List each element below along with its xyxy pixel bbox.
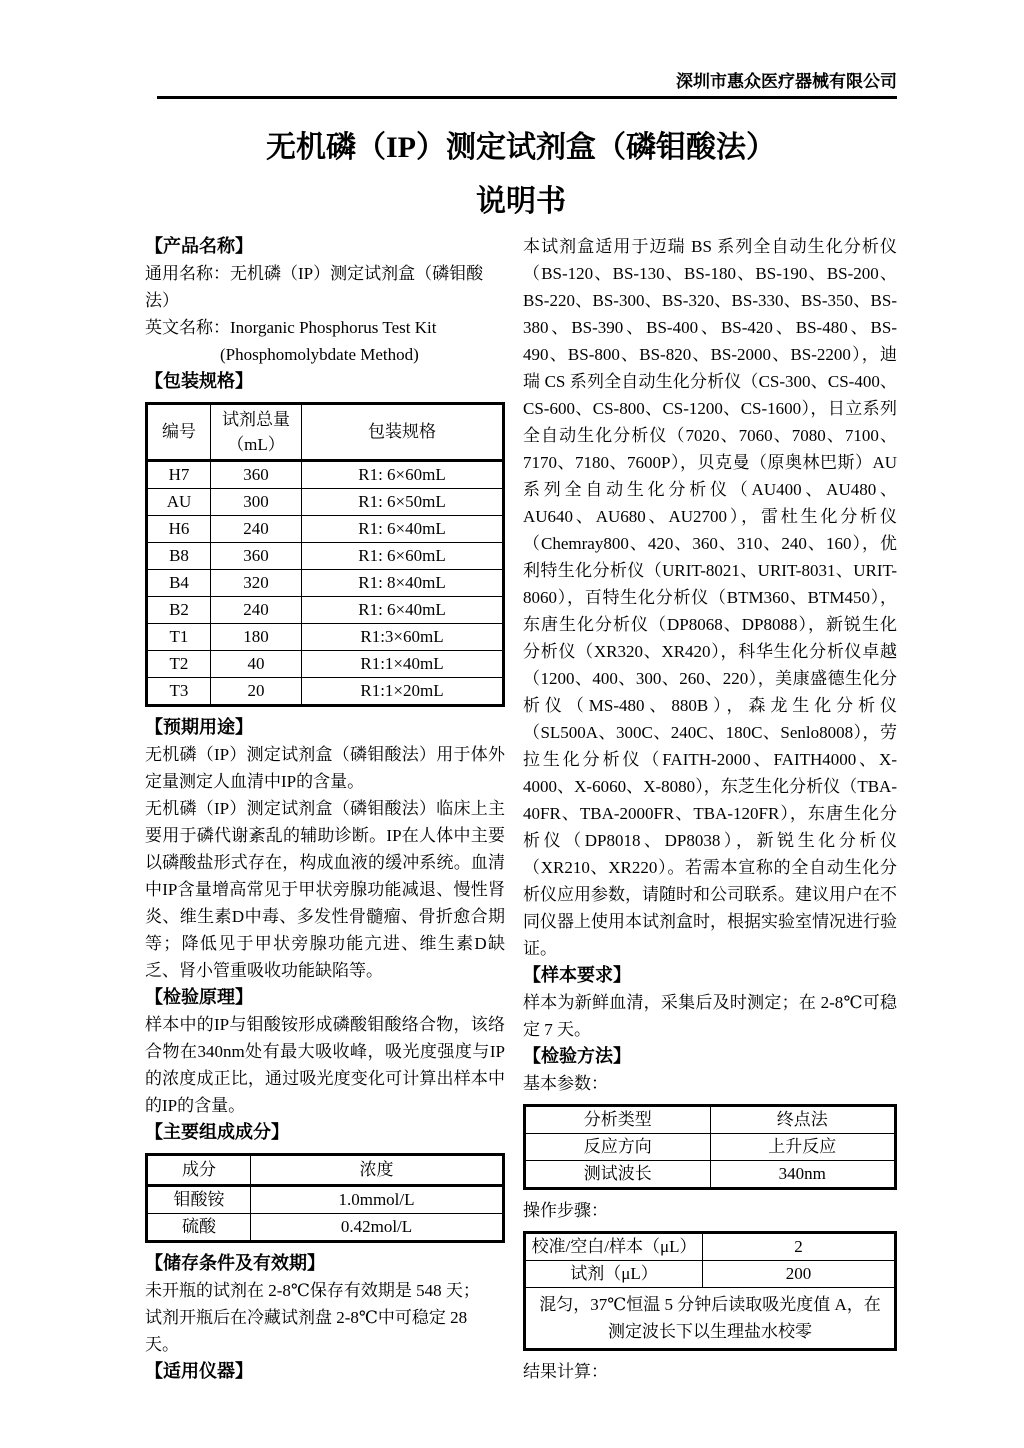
table-row	[147, 1214, 504, 1242]
table-row	[147, 597, 504, 624]
result-calculation-label: 结果计算：	[523, 1362, 608, 1381]
english-name-value: Inorganic Phosphorus Test Kit	[230, 318, 437, 337]
table-cell: 200	[703, 1261, 896, 1288]
table-cell: 校准/空白/样本（μL）	[525, 1233, 703, 1261]
operation-steps-note: 混匀，37℃恒温 5 分钟后读取吸光度值 A，在测定波长下以生理盐水校零	[525, 1288, 896, 1350]
table-row	[147, 678, 504, 706]
table-cell: H7	[147, 461, 211, 489]
table-header-row	[147, 404, 504, 461]
table-cell: 320	[211, 570, 302, 597]
document-subtitle: 说明书	[476, 185, 566, 218]
table-header-row	[147, 1155, 504, 1186]
table-cell: R1: 6×50mL	[302, 489, 504, 516]
table-cell: 0.42mol/L	[251, 1214, 504, 1242]
section-heading-method: 【检验方法】	[523, 1046, 631, 1066]
table-cell: 终点法	[710, 1106, 896, 1134]
section-heading-packaging: 【包装规格】	[145, 371, 253, 391]
generic-name-value: 无机磷（IP）测定试剂盒（磷钼酸法）	[145, 264, 484, 310]
table-cell: 40	[211, 651, 302, 678]
table-cell: 反应方向	[525, 1134, 711, 1161]
section-heading-sample: 【样本要求】	[523, 965, 631, 985]
header-rule	[157, 96, 897, 99]
page-content	[145, 0, 897, 1385]
composition-table	[145, 1153, 505, 1243]
table-cell: 钼酸铵	[147, 1186, 251, 1214]
left-column	[145, 233, 505, 1385]
table-row	[525, 1233, 896, 1261]
table-cell: 硫酸	[147, 1214, 251, 1242]
table-cell: R1: 6×40mL	[302, 597, 504, 624]
section-heading-product-name: 【产品名称】	[145, 236, 253, 256]
table-cell: 240	[211, 516, 302, 543]
section-heading-instruments: 【适用仪器】	[145, 1361, 253, 1381]
table-cell: 20	[211, 678, 302, 706]
table-cell: R1: 6×60mL	[302, 461, 504, 489]
basic-parameters-table	[523, 1104, 897, 1190]
col-header-total-line1: 试剂总量	[222, 410, 290, 429]
right-column	[523, 233, 897, 1385]
table-cell: 240	[211, 597, 302, 624]
table-cell: H6	[147, 516, 211, 543]
table-cell: 分析类型	[525, 1106, 711, 1134]
english-name-label: 英文名称：	[145, 318, 230, 337]
table-cell: 2	[703, 1233, 896, 1261]
table-cell: 1.0mmol/L	[251, 1186, 504, 1214]
table-cell: 300	[211, 489, 302, 516]
table-row	[147, 461, 504, 489]
table-cell: 测试波长	[525, 1161, 711, 1189]
section-heading-composition: 【主要组成成分】	[145, 1122, 289, 1142]
composition-table-head	[147, 1155, 504, 1186]
english-name-line2: (Phosphomolybdate Method)	[220, 345, 419, 364]
intended-use-paragraph-2: 无机磷（IP）测定试剂盒（磷钼酸法）临床上主要用于磷代谢紊乱的辅助诊断。IP在人体中主要以磷酸盐形式存在，构成血液的缓冲系统。血清中IP含量增高常见于甲状旁腺功能减退、慢性肾炎、维生素D中毒、多发性骨髓瘤、骨折愈合期等；降低见于甲状旁腺功能亢进、维生素D缺乏、肾小管重吸收功能缺陷等。	[145, 799, 505, 980]
col-header-component: 成分	[147, 1155, 251, 1186]
document-title: 无机磷（IP）测定试剂盒（磷钼酸法）	[266, 131, 776, 164]
storage-line-2: 试剂开瓶后在冷藏试剂盘 2-8℃中可稳定 28 天。	[145, 1308, 468, 1354]
table-cell: 340nm	[710, 1161, 896, 1189]
table-cell: T2	[147, 651, 211, 678]
section-heading-intended-use: 【预期用途】	[145, 717, 253, 737]
table-cell: T3	[147, 678, 211, 706]
table-cell: B2	[147, 597, 211, 624]
generic-name-line	[145, 260, 505, 314]
col-header-concentration: 浓度	[251, 1155, 504, 1186]
section-heading-principle: 【检验原理】	[145, 987, 253, 1007]
english-name-line	[145, 314, 505, 341]
principle-paragraph: 样本中的IP与钼酸铵形成磷酸钼酸络合物，该络合物在340nm处有最大吸收峰，吸光度强度与IP的浓度成正比，通过吸光度变化可计算出样本中的IP的含量。	[145, 1015, 505, 1115]
table-row	[525, 1261, 896, 1288]
table-cell: 360	[211, 543, 302, 570]
two-column-layout	[145, 233, 897, 1385]
table-cell: AU	[147, 489, 211, 516]
table-row	[147, 651, 504, 678]
operation-steps-table-body	[525, 1233, 896, 1288]
table-row	[147, 516, 504, 543]
col-header-id: 编号	[147, 404, 211, 461]
packaging-table-body	[147, 461, 504, 706]
table-cell: R1:1×20mL	[302, 678, 504, 706]
basic-parameters-table-body	[525, 1106, 896, 1189]
table-row	[525, 1288, 896, 1350]
table-row	[525, 1161, 896, 1189]
table-cell: R1:3×60mL	[302, 624, 504, 651]
table-row	[525, 1106, 896, 1134]
table-row	[147, 570, 504, 597]
company-name: 深圳市惠众医疗器械有限公司	[676, 72, 897, 91]
table-cell: 上升反应	[710, 1134, 896, 1161]
packaging-spec-table	[145, 402, 505, 707]
table-cell: T1	[147, 624, 211, 651]
operation-steps-table	[523, 1231, 897, 1351]
table-cell: 180	[211, 624, 302, 651]
composition-table-body	[147, 1186, 504, 1242]
col-header-spec: 包装规格	[302, 404, 504, 461]
packaging-table-head	[147, 404, 504, 461]
table-row	[525, 1134, 896, 1161]
table-cell: R1: 6×60mL	[302, 543, 504, 570]
table-row	[147, 1186, 504, 1214]
generic-name-label: 通用名称：	[145, 264, 230, 283]
table-cell: R1:1×40mL	[302, 651, 504, 678]
sample-requirements-paragraph: 样本为新鲜血清，采集后及时测定；在 2-8℃可稳定 7 天。	[523, 993, 897, 1039]
table-cell: 360	[211, 461, 302, 489]
table-cell: R1: 6×40mL	[302, 516, 504, 543]
operation-steps-note-body	[525, 1288, 896, 1350]
applicable-instruments-paragraph: 本试剂盒适用于迈瑞 BS 系列全自动生化分析仪（BS-120、BS-130、BS-180、BS-190、BS-200、BS-220、BS-300、BS-320、BS-330、BS-350、BS-380、BS-390、BS-400、BS-420、BS-480、BS-490、BS-800、BS-820、BS-2000、BS-2200），迪瑞 CS 系列全自动生化分析仪（CS-300、CS-400、CS-600、CS-800、CS-1200、CS-1600），日立系列全自动生化分析仪（7020、7060、7080、7100、7170、7180、7600P），贝克曼（原奥林巴斯）AU 系列全自动生化分析仪（AU400、AU480、AU640、AU680、AU2700），雷杜生化分析仪（Chemray800、420、360、310、240、160），优利特生化分析仪（URIT-8021、URIT-8031、URIT-8060），百特生化分析仪（BTM360、BTM450），东唐生化分析仪（DP8068、DP8088），新锐生化分析仪（XR320、XR420），科华生化分析仪卓越（1200、400、300、260、220），美康盛德生化分析仪（MS-480、880B），森龙生化分析仪（SL500A、300C、240C、180C、Senlo8008），劳拉生化分析仪（FAITH-2000、FAITH4000、X-4000、X-6060、X-8080），东芝生化分析仪（TBA-40FR、TBA-2000FR、TBA-120FR），东唐生化分析仪（DP8018、DP8038），新锐生化分析仪（XR210、XR220）。若需本宣称的全自动生化分析仪应用参数，请随时和公司联系。建议用户在不同仪器上使用本试剂盒时，根据实验室情况进行验证。	[523, 237, 897, 958]
basic-parameters-label: 基本参数：	[523, 1074, 608, 1093]
table-row	[147, 543, 504, 570]
storage-line-1: 未开瓶的试剂在 2-8℃保存有效期是 548 天；	[145, 1281, 480, 1300]
table-cell: B8	[147, 543, 211, 570]
col-header-total-line2: （mL）	[227, 435, 285, 454]
operation-steps-label: 操作步骤：	[523, 1201, 608, 1220]
table-cell: R1: 8×40mL	[302, 570, 504, 597]
table-row	[147, 489, 504, 516]
table-row	[147, 624, 504, 651]
table-cell: 试剂（μL）	[525, 1261, 703, 1288]
table-cell: B4	[147, 570, 211, 597]
section-heading-storage: 【储存条件及有效期】	[145, 1253, 325, 1273]
col-header-total	[211, 404, 302, 461]
intended-use-paragraph-1: 无机磷（IP）测定试剂盒（磷钼酸法）用于体外定量测定人血清中IP的含量。	[145, 745, 505, 791]
